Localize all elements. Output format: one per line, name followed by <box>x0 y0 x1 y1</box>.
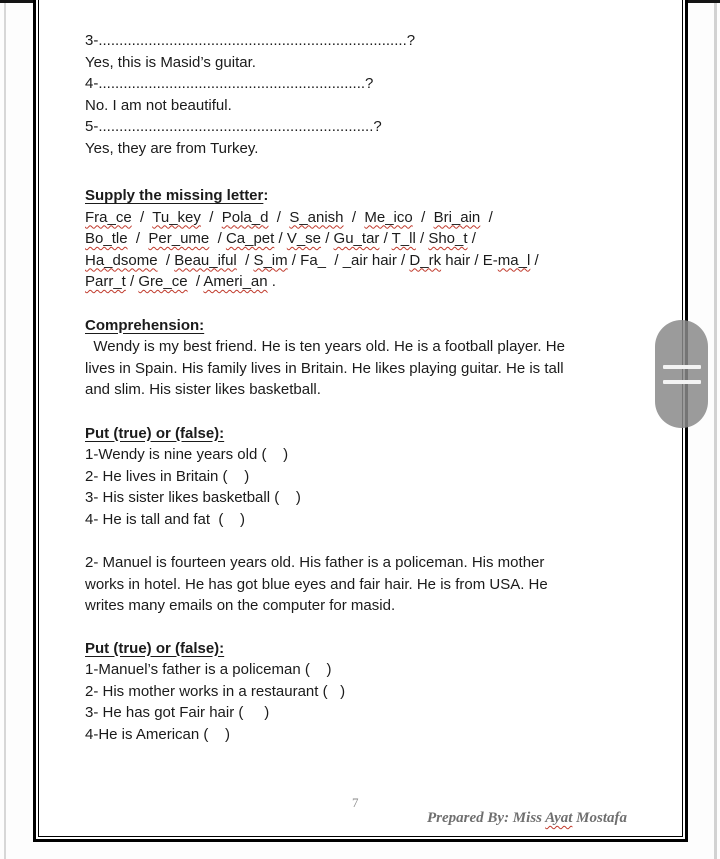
true-false-heading-1: Put (true) or (false): <box>85 424 225 442</box>
misspelled-word: Bri_ain <box>433 208 481 226</box>
word-separator: / <box>209 230 226 247</box>
prepared-by-footer <box>427 810 627 827</box>
word-separator: / <box>274 230 287 247</box>
text-line: 3- He has got Fair hair ( ) <box>85 704 270 721</box>
text-line: No. I am not beautiful. <box>85 96 232 114</box>
misspelled-word: Gu_tar <box>333 230 380 247</box>
word-separator: / <box>187 273 204 290</box>
true-false-heading-2: Put (true) or (false): <box>85 639 225 657</box>
prepared-by-suffix: Mostafa <box>572 810 627 826</box>
page-right-edge-line <box>714 3 717 859</box>
comprehension-heading: Comprehension: <box>85 316 205 334</box>
text-line: 2- Manuel is fourteen years old. His father is a policeman. His mother <box>85 554 545 571</box>
word-separator: / <box>236 251 254 269</box>
word-separator: / <box>268 208 290 226</box>
text-line: 3-..........................................................................? <box>85 32 416 49</box>
true-false-section-2 <box>85 638 645 746</box>
misspelled-word: T_ll <box>391 230 416 247</box>
word-separator: / <box>415 230 429 247</box>
word-separator: / <box>480 208 493 226</box>
misspelled-word: V_se <box>286 230 322 247</box>
text-line <box>85 228 645 250</box>
word-separator: / <box>530 251 539 269</box>
misspelled-word: S_anish <box>289 208 344 226</box>
true-false-items-1 <box>85 444 645 530</box>
word-separator: Fa_ <box>300 251 327 269</box>
misspelled-word: Bo_tle <box>85 230 128 247</box>
text-line: works in hotel. He has got blue eyes and fair hair. He is from USA. He <box>85 575 548 593</box>
text-line: 5-..................................................................? <box>85 118 382 135</box>
word-separator: E- <box>482 251 498 269</box>
misspelled-word: Per_ume <box>148 230 210 247</box>
word-separator: _air hair <box>342 251 397 269</box>
comprehension-section <box>85 315 645 401</box>
drag-handle-lines-icon <box>663 365 701 369</box>
word-separator: / <box>343 208 365 226</box>
missing-letter-words <box>85 207 645 293</box>
text-line: and slim. His sister likes basketball. <box>85 381 321 398</box>
word-separator: . <box>267 273 276 290</box>
text-line: 1-Wendy is nine years old ( ) <box>85 446 289 463</box>
word-separator: / <box>412 208 434 226</box>
word-separator: / <box>470 251 483 269</box>
misspelled-word: Pola_d <box>221 208 269 226</box>
question-answer-block <box>85 30 645 159</box>
misspelled-word: Ameri_an <box>203 273 268 290</box>
word-separator: / <box>157 251 175 269</box>
text-line: 4-................................................................? <box>85 75 374 92</box>
misspelled-word: Parr_t <box>85 273 126 290</box>
true-false-items-2 <box>85 659 645 745</box>
text-line <box>85 271 645 293</box>
missing-letter-heading-colon: : <box>263 187 269 204</box>
page-left-edge-line <box>4 3 6 859</box>
misspelled-word: Me_ico <box>364 208 413 226</box>
misspelled-word: S_im <box>253 251 288 269</box>
word-separator: / <box>467 230 476 247</box>
document-content <box>85 30 645 745</box>
manuel-paragraph-section <box>85 552 645 617</box>
text-line: writes many emails on the computer for masid. <box>85 597 396 614</box>
floating-scroll-handle[interactable] <box>655 320 708 428</box>
word-separator: / <box>131 208 153 226</box>
word-separator: / <box>125 273 139 290</box>
word-separator: / <box>321 230 334 247</box>
misspelled-word: ma_l <box>497 251 531 269</box>
true-false-section-1 <box>85 423 645 531</box>
text-line: lives in Spain. His family lives in Britain. He likes playing guitar. He is tall <box>85 359 564 377</box>
drag-handle-lines-icon <box>663 380 701 384</box>
word-separator: / <box>326 251 343 269</box>
missing-letter-heading <box>85 185 645 207</box>
missing-letter-section <box>85 185 645 293</box>
prepared-by-prefix: Prepared By: Miss <box>427 810 546 826</box>
word-separator: / <box>200 208 222 226</box>
text-line: 2- His mother works in a restaurant ( ) <box>85 682 346 700</box>
word-separator: hair <box>441 251 471 269</box>
comprehension-paragraph <box>85 336 645 401</box>
text-line <box>85 207 645 229</box>
misspelled-word: Gre_ce <box>138 273 188 290</box>
word-separator: / <box>127 230 149 247</box>
text-line: 3- His sister likes basketball ( ) <box>85 489 301 506</box>
misspelled-word: Beau_iful <box>174 251 237 269</box>
missing-letter-heading-text: Supply the missing letter <box>85 187 264 204</box>
text-line: 2- He lives in Britain ( ) <box>85 467 250 485</box>
page-number: 7 <box>352 795 359 810</box>
misspelled-word: Sho_t <box>428 230 468 247</box>
word-separator: / <box>379 230 392 247</box>
text-line: 1-Manuel’s father is a policeman ( ) <box>85 661 332 678</box>
misspelled-word: Fra_ce <box>85 208 132 226</box>
manuel-paragraph <box>85 552 645 617</box>
misspelled-word: D_rk <box>409 251 442 269</box>
text-line <box>85 250 645 272</box>
text-line: Wendy is my best friend. He is ten years old. He is a football player. He <box>85 338 565 355</box>
misspelled-word: Ha_dsome <box>85 251 158 269</box>
misspelled-word: Ca_pet <box>225 230 275 247</box>
word-separator: / <box>287 251 301 269</box>
text-line: 4- He is tall and fat ( ) <box>85 510 246 528</box>
prepared-by-name: Ayat <box>545 810 573 826</box>
text-line: 4-He is American ( ) <box>85 725 231 743</box>
word-separator: / <box>396 251 410 269</box>
text-line: Yes, they are from Turkey. <box>85 139 259 157</box>
misspelled-word: Tu_key <box>152 208 201 226</box>
text-line: Yes, this is Masid’s guitar. <box>85 53 256 71</box>
